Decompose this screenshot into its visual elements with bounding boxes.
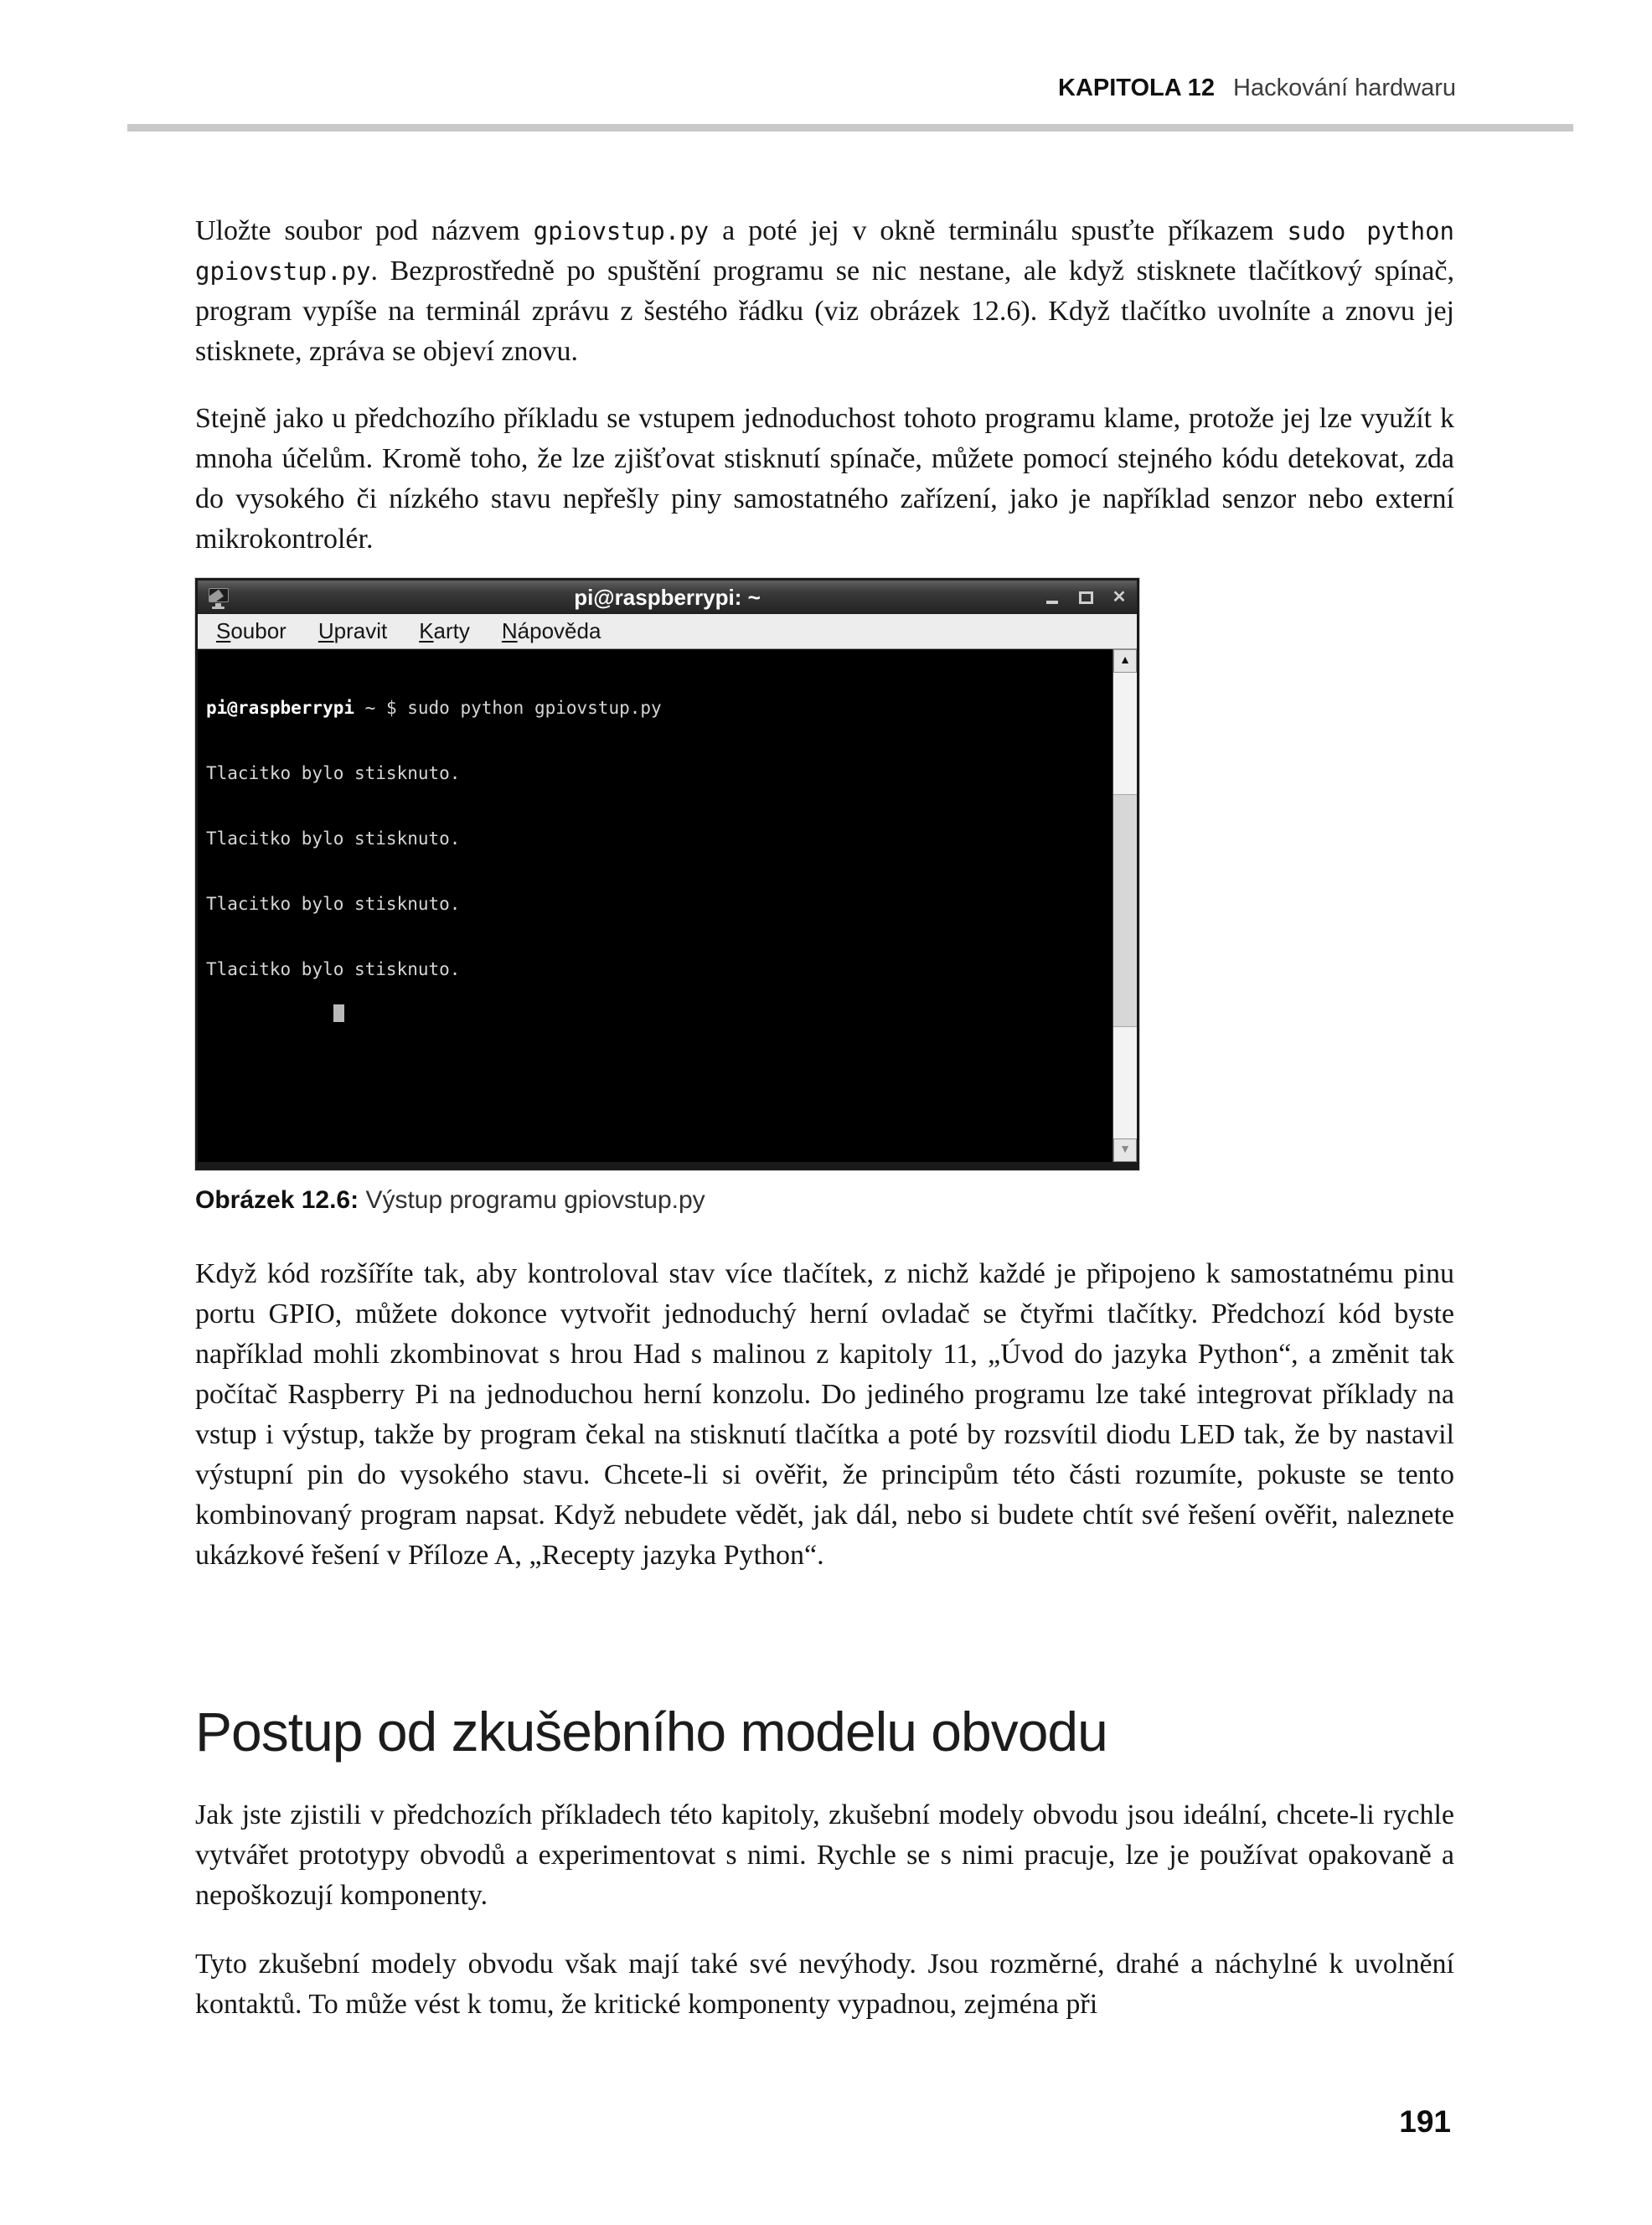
scrollbar-track[interactable] [1113,673,1137,1138]
page-body [195,211,1454,2025]
prompt-user: pi@raspberrypi [206,698,355,718]
maximize-icon[interactable] [1078,590,1093,605]
terminal-titlebar[interactable] [198,581,1137,614]
menu-item-soubor[interactable]: Soubor [216,618,287,643]
terminal-menubar [198,614,1137,649]
menu-item-napoveda[interactable]: Nápověda [501,618,601,643]
chapter-title: Hackování hardwaru [1233,75,1456,101]
terminal-window [195,578,1139,1170]
minimize-icon[interactable] [1045,590,1060,605]
output-line: Tlacitko bylo stisknuto. [206,959,461,979]
menu-item-karty[interactable]: Karty [419,618,470,643]
window-title: pi@raspberrypi: ~ [574,584,761,610]
terminal-output[interactable] [198,649,1113,1162]
output-line: Tlacitko bylo stisknuto. [206,829,461,849]
output-line: Tlacitko bylo stisknuto. [206,894,461,914]
chapter-label: KAPITOLA 12 [1058,75,1215,101]
terminal-scrollbar[interactable] [1113,649,1137,1162]
section-heading: Postup od zkušebního modelu obvodu [195,1701,1107,1763]
page-number: 191 [1399,2104,1451,2139]
output-line: Tlacitko bylo stisknuto. [206,763,461,783]
paragraph-4: Jak jste zjistili v předchozích příkladech této kapitoly, zkušební modely obvodu jsou ideální, chcete-li rychle vytvářet prototypy obvodů a experimentovat s nimi. Rychle se s nimi pracuje, lze je používat opakovaně a nepoškozují komponenty. [195,1799,1454,1911]
prompt-line [206,697,1104,719]
menu-item-upravit[interactable]: Upravit [317,618,388,643]
paragraph-1: Uložte soubor pod názvem gpiovstup.py a poté jej v okně terminálu spusťte příkazem sudo python gpiovstup.py. Bezprostředně po spuštění programu se nic nestane, ale když stisknete tlačítkový spínač, program vypíše na terminál zprávu z šestého řádku (viz obrázek 12.6). Když tlačítko uvolníte a znovu jej stisknete, zpráva se objeví znovu. [195,215,1454,367]
paragraph-3: Když kód rozšíříte tak, aby kontroloval stav více tlačítek, z nichž každé je připojeno k samostatnému pinu portu GPIO, můžete dokonce vytvořit jednoduchý herní ovladač se čtyřmi tlačítky. Předchozí kód byste například mohli zkombinovat s hrou Had s malinou z kapitoly 11, „Úvod do jazyka Python“, a změnit tak počítač Raspberry Pi na jednoduchou herní konzolu. Do jediného programu lze také integrovat příklady na vstup i výstup, takže by program čekal na stisknutí tlačítka a poté by rozsvítil diodu LED tak, že by nastavil výstupní pin do vysokého stavu. Chcete-li si ověřit, že principům této části rozumíte, pokuste se tento kombinovaný program napsat. Když nebudete vědět, jak dál, nebo si budete chtít své řešení ověřit, naleznete ukázkové řešení v Příloze A, „Recepty jazyka Python“. [195,1258,1454,1571]
figure-12-6 [195,578,1454,1170]
figure-caption-label: Obrázek 12.6: [195,1186,359,1214]
paragraph-5: Tyto zkušební modely obvodu však mají také své nevýhody. Jsou rozměrné, drahé a náchylné k uvolnění kontaktů. To může vést k tomu, že kritické komponenty vypadnou, zejména při [195,1949,1454,2020]
close-icon[interactable]: ✕ [1112,588,1127,607]
terminal-cursor [333,1004,344,1022]
scroll-up-icon[interactable]: ▲ [1113,649,1137,673]
prompt-command: ~ $ sudo python gpiovstup.py [354,698,662,718]
terminal-app-icon [208,586,231,609]
figure-caption-text: Výstup programu gpiovstup.py [365,1186,705,1214]
running-head [1058,74,1456,102]
terminal-body [198,649,1137,1162]
scrollbar-thumb[interactable] [1113,794,1137,1027]
window-controls [1045,590,1127,605]
header-rule [127,124,1573,132]
scroll-down-icon[interactable]: ▼ [1113,1138,1137,1162]
figure-caption [195,1184,1454,1217]
paragraph-2: Stejně jako u předchozího příkladu se vstupem jednoduchost tohoto programu klame, protože jej lze využít k mnoha účelům. Kromě toho, že lze zjišťovat stisknutí spínače, můžete pomocí stejného kódu detekovat, zda do vysokého či nízkého stavu nepřešly piny samostatného zařízení, jako je například senzor nebo externí mikrokontrolér. [195,403,1454,555]
